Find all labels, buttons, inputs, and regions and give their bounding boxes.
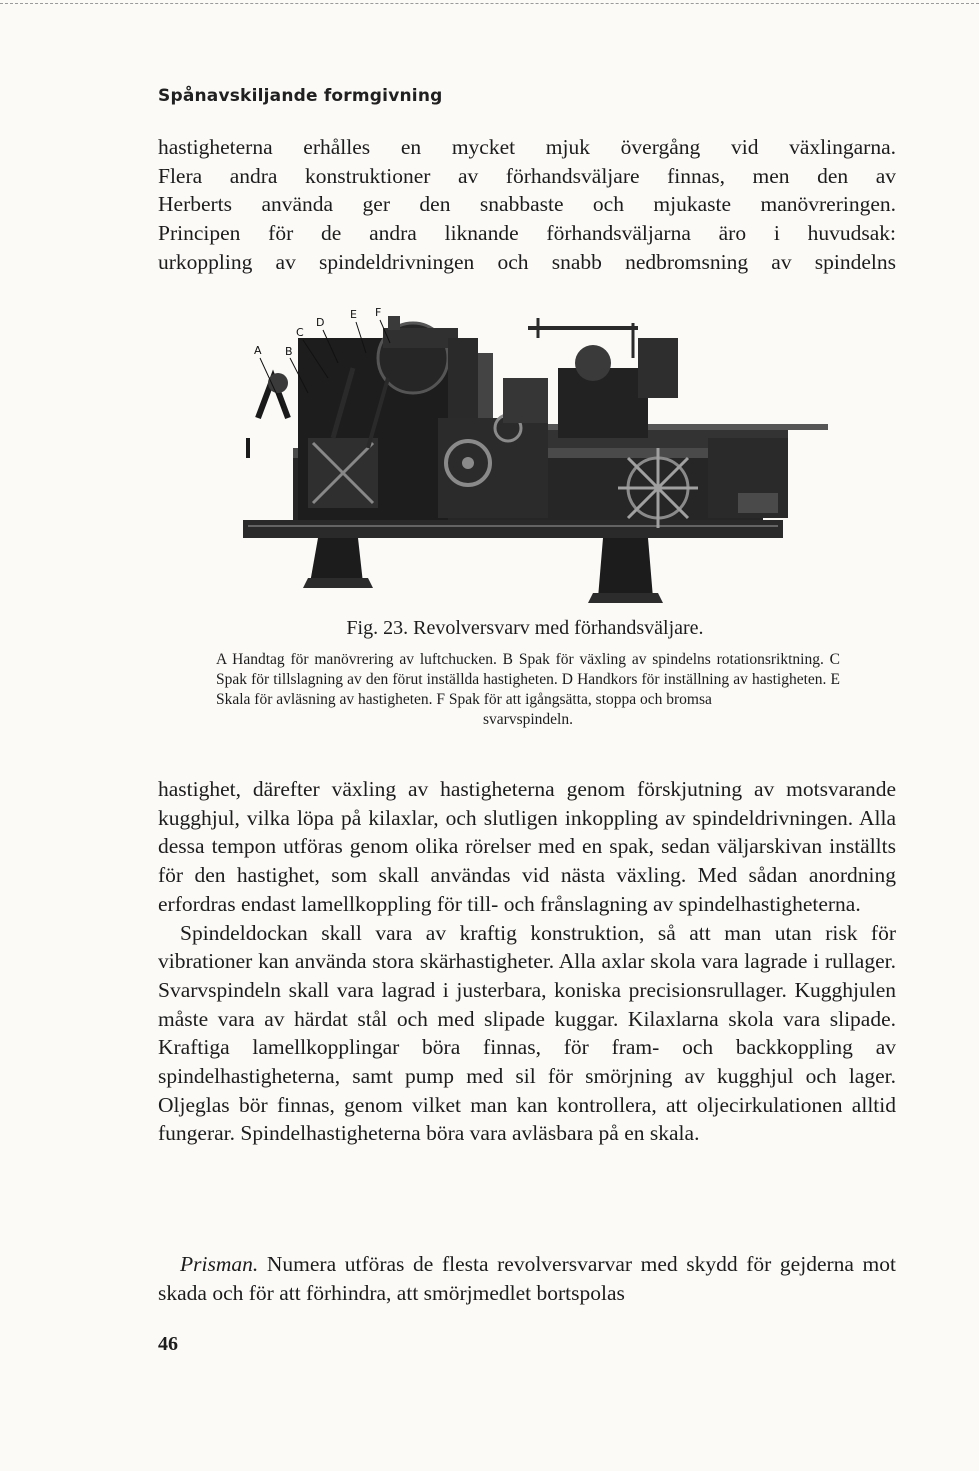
top-line-4: Principen för de andra liknande förhandsväljarna äro i huvudsak: bbox=[158, 221, 896, 246]
top-edge-rule bbox=[0, 3, 979, 4]
top-line-5: urkoppling av spindeldrivningen och snabb nedbromsning av spindelns bbox=[158, 249, 896, 274]
running-head: Spånavskiljande formgivning bbox=[158, 86, 443, 106]
last-paragraph-text: Numera utföras de flesta revolversvarvar med skydd för gejderna mot skada och för att förhindra, att smörjmedlet bortspolas bbox=[158, 1252, 896, 1305]
turret-lathe-illustration bbox=[238, 298, 828, 608]
figure-title: Fig. 23. Revolversvarv med förhandsväljare. bbox=[346, 617, 704, 639]
last-paragraph bbox=[158, 1250, 896, 1307]
prisman-heading: Prisman. bbox=[180, 1252, 259, 1276]
label-b: B bbox=[285, 345, 293, 358]
top-line-1: hastigheterna erhålles en mycket mjuk övergång vid växlingarna. bbox=[158, 135, 896, 159]
figure-turret-lathe-photo bbox=[238, 298, 828, 608]
top-paragraph bbox=[158, 133, 896, 277]
middle-paragraph-2: Spindeldockan skall vara av kraftig konstruktion, så att man utan risk för vibrationer kan använda stora skärhastigheter. Alla axlar skola vara lagrade i rullager. Svarvspindeln skall vara lagrad i justerbara, koniska precisionsrullager. Kugghjulen måste vara av härdat stål och med slipade kuggar. Kilaxlarna skola vara slipade. Kraftiga lamellkopplingar böra finnas, för fram- och backkoppling av spindelhastigheterna, samt pump med sil för smörjning av kugghjul och lager. Oljeglas bör finnas, genom vilket man kan kontrollera, att oljecirkulationen alltid fungerar. Spindelhastigheterna böra vara avläsbara på en skala. bbox=[158, 920, 896, 1146]
figure-caption-text: A Handtag för manövrering av luftchucken. B Spak för växling av spindelns rotationsriktning. C Spak för tillslagning av den förut inställda hastigheten. D Handkors för inställning av hastigheten. E Skala för avläsning av hastigheten. F Spak för att igångsätta, stoppa och bromsa bbox=[216, 651, 840, 708]
top-line-2: Flera andra konstruktioner av förhandsväljare finnas, men den av bbox=[158, 163, 896, 188]
label-a: A bbox=[254, 344, 262, 357]
figure-caption bbox=[216, 650, 840, 730]
middle-paragraphs bbox=[158, 775, 896, 1148]
label-c: C bbox=[296, 326, 304, 339]
middle-paragraph-1: hastighet, därefter växling av hastigheterna genom förskjutning av motsvarande kugghjul, vilka löpa på kilaxlar, och slutligen inkoppling av spindeldrivningen. Alla dessa tempon utföras genom olika rörelser med en spak, sedan väljarskivan inställts för den hastighet, som skall användas vid nästa växling. Med sådan anordning erfordras endast lamellkoppling för till- och frånslagning av spindelhastigheterna. bbox=[158, 777, 896, 916]
figure-caption-last-line: svarvspindeln. bbox=[483, 711, 573, 728]
page-number: 46 bbox=[158, 1333, 178, 1355]
label-d: D bbox=[316, 316, 325, 329]
top-line-3: Herberts använda ger den snabbaste och mjukaste manövreringen. bbox=[158, 192, 896, 217]
label-e: E bbox=[350, 308, 357, 321]
label-f: F bbox=[375, 306, 382, 319]
